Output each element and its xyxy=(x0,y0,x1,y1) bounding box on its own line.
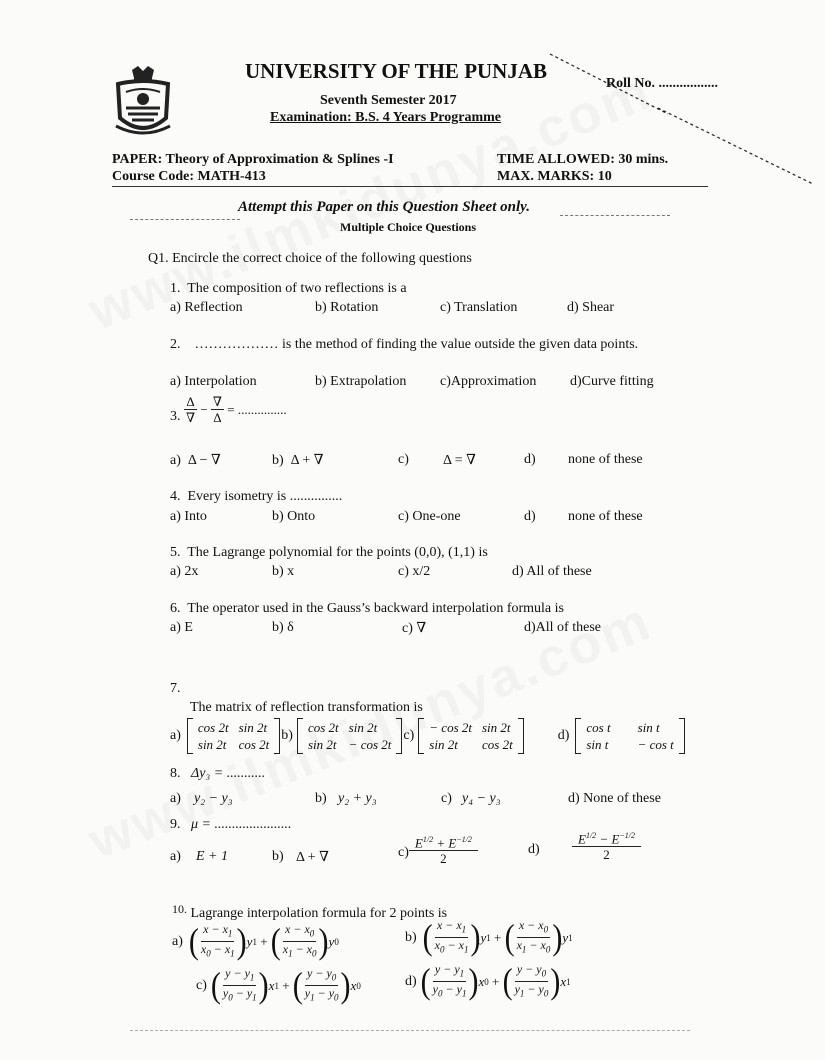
option-8a[interactable]: a) xyxy=(170,791,181,806)
question-6: 6. The operator used in the Gauss’s backward interpolation formula is xyxy=(170,601,564,616)
option-6d[interactable]: d)All of these xyxy=(524,620,601,635)
q1-instruction: Q1. Encircle the correct choice of the following questions xyxy=(148,251,472,266)
option-5d[interactable]: d) All of these xyxy=(512,564,592,579)
matrix-b: cos 2t sin 2t sin 2t − cos 2t xyxy=(297,718,402,754)
footer-divider xyxy=(130,1030,690,1031)
max-marks: MAX. MARKS: 10 xyxy=(497,169,612,184)
paper-title: PAPER: Theory of Approximation & Splines -I xyxy=(112,152,394,167)
option-8a-value[interactable]: y₂ − y₃ xyxy=(194,791,233,806)
option-10b[interactable]: b) ( $\frac{x - x_1}{x_0 - x_1}$ ) y 1 + ( $\frac{x - x_0}{x_1 - x_0}$ ) y 1 xyxy=(405,917,573,958)
option-10d[interactable]: d) ( $\frac{y - y_1}{y_0 - y_1}$ ) x 0 + ( $\frac{y - y_0}{y_1 - y_0}$ ) x 1 xyxy=(405,961,571,1002)
option-1c[interactable]: c) Translation xyxy=(440,300,518,315)
option-2c[interactable]: c)Approximation xyxy=(440,374,537,389)
option-7a[interactable]: a) xyxy=(170,728,181,743)
option-4a[interactable]: a) Into xyxy=(170,509,207,524)
question-5: 5. The Lagrange polynomial for the points (0,0), (1,1) is xyxy=(170,545,488,560)
option-3d[interactable]: d) xyxy=(524,452,536,467)
option-7c[interactable]: c) xyxy=(403,728,415,743)
option-4c[interactable]: c) One-one xyxy=(398,509,461,524)
question-10: 10. Lagrange interpolation formula for 2 points is xyxy=(172,902,448,921)
option-1b[interactable]: b) Rotation xyxy=(315,300,379,315)
option-6a[interactable]: a) E xyxy=(170,620,193,635)
option-2b[interactable]: b) Extrapolation xyxy=(315,374,407,389)
option-3c-value[interactable]: Δ = ∇ xyxy=(443,453,476,468)
option-6b[interactable]: b) δ xyxy=(272,620,294,635)
matrix-c: − cos 2t sin 2t sin 2t cos 2t xyxy=(418,718,523,754)
examination: Examination: B.S. 4 Years Programme xyxy=(270,110,501,125)
question-7: The matrix of reflection transformation is xyxy=(190,700,423,715)
time-allowed: TIME ALLOWED: 30 mins. xyxy=(497,152,669,167)
question-4: 4. Every isometry is ............... xyxy=(170,489,343,504)
divider-left xyxy=(130,219,240,220)
header-divider xyxy=(112,186,708,187)
option-7d[interactable]: d) xyxy=(557,728,570,743)
option-8b[interactable]: b) xyxy=(315,791,327,806)
question-2: 2. ……………… is the method of finding the value outside the given data points. xyxy=(170,337,639,352)
option-8c-value[interactable]: y₄ − y₃ xyxy=(462,791,501,806)
option-1a[interactable]: a) Reflection xyxy=(170,300,243,315)
option-7b[interactable]: b) xyxy=(281,728,293,743)
roll-no: Roll No. ................. xyxy=(606,76,718,91)
matrix-d: cos t sin t sin t − cos t xyxy=(575,718,684,754)
option-4b[interactable]: b) Onto xyxy=(272,509,316,524)
option-2a[interactable]: a) Interpolation xyxy=(170,374,257,389)
option-9b-value[interactable]: Δ + ∇ xyxy=(296,850,329,865)
option-3c[interactable]: c) xyxy=(398,452,409,467)
university-logo xyxy=(112,66,174,140)
option-9a-value[interactable]: E + 1 xyxy=(196,849,228,864)
option-3a[interactable]: a) Δ − ∇ xyxy=(170,453,221,468)
option-5a[interactable]: a) 2x xyxy=(170,564,199,579)
option-9d[interactable]: d) xyxy=(528,842,540,857)
option-9a[interactable]: a) xyxy=(170,849,181,864)
option-5c[interactable]: c) x/2 xyxy=(398,564,431,579)
option-9b[interactable]: b) xyxy=(272,849,284,864)
option-9d-value[interactable]: $\frac{E^{1/2} - E^{-1/2}}{2}$ xyxy=(572,828,641,862)
option-4d[interactable]: d) xyxy=(524,509,536,524)
semester: Seventh Semester 2017 xyxy=(320,93,457,108)
option-5b[interactable]: b) x xyxy=(272,564,295,579)
option-10c[interactable]: c) ( $\frac{y - y_1}{y_0 - y_1}$ ) x 1 + ( $\frac{y - y_0}{y_1 - y_0}$ ) x 0 xyxy=(196,965,361,1006)
option-3d-value[interactable]: none of these xyxy=(568,452,643,467)
option-4d-value[interactable]: none of these xyxy=(568,509,643,524)
option-2d[interactable]: d)Curve fitting xyxy=(570,374,654,389)
option-10a[interactable]: a) ( $\frac{x - x_1}{x_0 - x_1}$ ) y 1 + ( $\frac{x - x_0}{x_1 - x_0}$ ) y 0 xyxy=(172,921,339,962)
option-6c[interactable]: c) ∇ xyxy=(402,621,427,636)
option-8d[interactable]: d) None of these xyxy=(568,791,661,806)
option-3b[interactable]: b) Δ + ∇ xyxy=(272,453,324,468)
instruction: Attempt this Paper on this Question Sheet only. xyxy=(238,199,530,215)
divider-right xyxy=(560,215,670,216)
question-9: 9. μ = ...................... xyxy=(170,817,292,832)
option-1d[interactable]: d) Shear xyxy=(567,300,615,315)
option-8c[interactable]: c) xyxy=(441,791,452,806)
question-8: 8. Δy₃ = ........... xyxy=(170,766,266,781)
question-7-number: 7. xyxy=(170,681,181,696)
option-9c[interactable]: c) $\frac{E^{1/2} + E^{-1/2}}{2}$ xyxy=(398,832,478,866)
option-8b-value[interactable]: y₂ + y₃ xyxy=(338,791,377,806)
university-title: UNIVERSITY OF THE PUNJAB xyxy=(245,59,548,83)
question-3: 3. $\frac{\Delta}{\nabla}$ − $\frac{\nabla}{\Delta}$ = ............... xyxy=(170,394,287,425)
section-title: Multiple Choice Questions xyxy=(340,220,477,234)
question-7-options xyxy=(170,718,685,754)
course-code: Course Code: MATH-413 xyxy=(112,169,266,184)
question-1: 1. The composition of two reflections is a xyxy=(170,281,407,296)
matrix-a: cos 2t sin 2t sin 2t cos 2t xyxy=(187,718,280,754)
